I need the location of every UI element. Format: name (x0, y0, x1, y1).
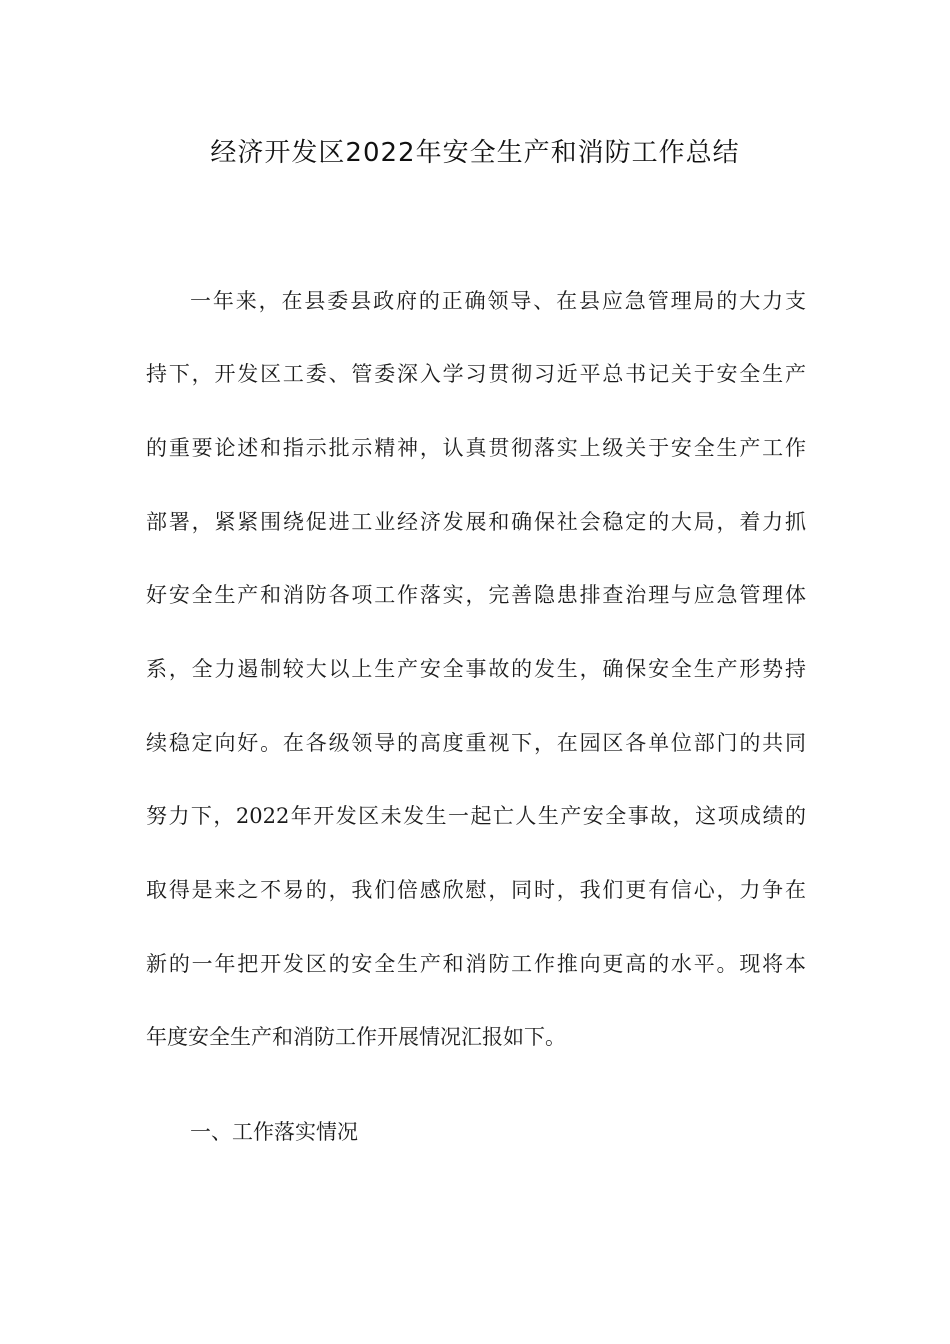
paragraph-line: 持下，开发区工委、管委深入学习贯彻习近平总书记关于安全生产 (146, 362, 806, 386)
paragraph-line: 年度安全生产和消防工作开展情况汇报如下。 (146, 1025, 566, 1049)
paragraph-line: 系，全力遏制较大以上生产安全事故的发生，确保安全生产形势持 (146, 657, 806, 681)
paragraph-line: 好安全生产和消防各项工作落实，完善隐患排查治理与应急管理体 (146, 583, 806, 607)
paragraph-line: 一年来，在县委县政府的正确领导、在县应急管理局的大力支 (190, 289, 806, 313)
document-title: 经济开发区2022年安全生产和消防工作总结 (210, 138, 740, 168)
paragraph-line: 部署，紧紧围绕促进工业经济发展和确保社会稳定的大局，着力抓 (146, 510, 806, 534)
paragraph-line: 努力下，2022年开发区未发生一起亡人生产安全事故，这项成绩的 (146, 804, 806, 828)
paragraph-line: 取得是来之不易的，我们倍感欣慰，同时，我们更有信心，力争在 (146, 878, 806, 902)
section-heading: 一、工作落实情况 (190, 1120, 358, 1144)
paragraph-line: 续稳定向好。在各级领导的高度重视下，在园区各单位部门的共同 (146, 731, 806, 755)
paragraph-line: 的重要论述和指示批示精神，认真贯彻落实上级关于安全生产工作 (146, 436, 806, 460)
paragraph-line: 新的一年把开发区的安全生产和消防工作推向更高的水平。现将本 (146, 952, 806, 976)
